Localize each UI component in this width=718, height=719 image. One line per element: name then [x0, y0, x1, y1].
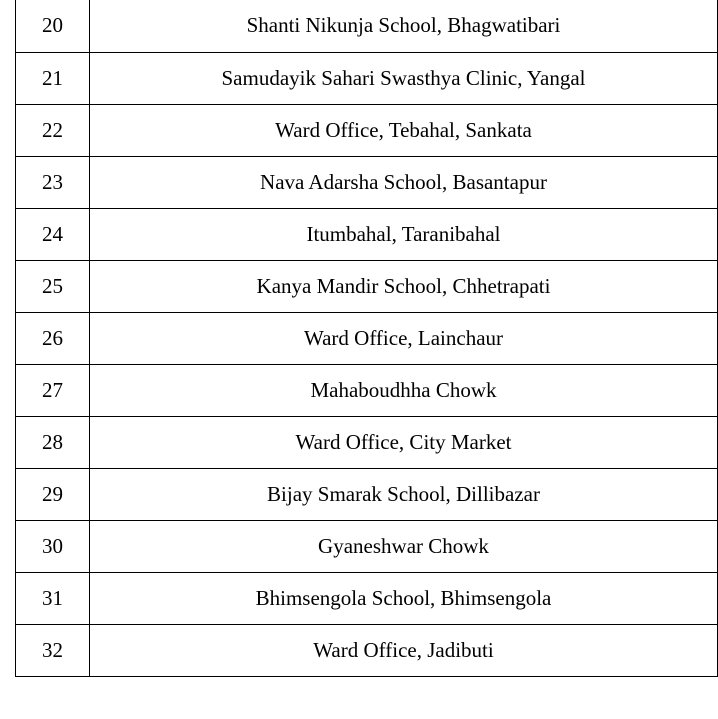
row-number-cell: 28 — [16, 416, 90, 468]
location-cell: Shanti Nikunja School, Bhagwatibari — [90, 0, 718, 52]
table-row — [16, 520, 718, 572]
row-number-cell: 25 — [16, 260, 90, 312]
location-cell: Ward Office, Jadibuti — [90, 624, 718, 676]
table-row — [16, 104, 718, 156]
table-row — [16, 416, 718, 468]
location-cell: Bhimsengola School, Bhimsengola — [90, 572, 718, 624]
location-cell: Samudayik Sahari Swasthya Clinic, Yangal — [90, 52, 718, 104]
row-number-cell: 32 — [16, 624, 90, 676]
row-number-cell: 22 — [16, 104, 90, 156]
table-row — [16, 312, 718, 364]
table-row — [16, 208, 718, 260]
location-cell: Gyaneshwar Chowk — [90, 520, 718, 572]
row-number-cell: 29 — [16, 468, 90, 520]
table-row — [16, 572, 718, 624]
location-cell: Ward Office, City Market — [90, 416, 718, 468]
location-cell: Ward Office, Lainchaur — [90, 312, 718, 364]
table-row — [16, 52, 718, 104]
table-row — [16, 0, 718, 52]
locations-table — [15, 0, 718, 677]
location-cell: Bijay Smarak School, Dillibazar — [90, 468, 718, 520]
row-number-cell: 23 — [16, 156, 90, 208]
table-row — [16, 364, 718, 416]
row-number-cell: 20 — [16, 0, 90, 52]
location-cell: Mahaboudhha Chowk — [90, 364, 718, 416]
row-number-cell: 27 — [16, 364, 90, 416]
row-number-cell: 24 — [16, 208, 90, 260]
location-cell: Kanya Mandir School, Chhetrapati — [90, 260, 718, 312]
location-cell: Ward Office, Tebahal, Sankata — [90, 104, 718, 156]
row-number-cell: 30 — [16, 520, 90, 572]
table-row — [16, 468, 718, 520]
location-cell: Itumbahal, Taranibahal — [90, 208, 718, 260]
table-row — [16, 260, 718, 312]
location-cell: Nava Adarsha School, Basantapur — [90, 156, 718, 208]
row-number-cell: 26 — [16, 312, 90, 364]
row-number-cell: 21 — [16, 52, 90, 104]
table-row — [16, 624, 718, 676]
locations-table-body — [16, 0, 718, 676]
row-number-cell: 31 — [16, 572, 90, 624]
table-row — [16, 156, 718, 208]
